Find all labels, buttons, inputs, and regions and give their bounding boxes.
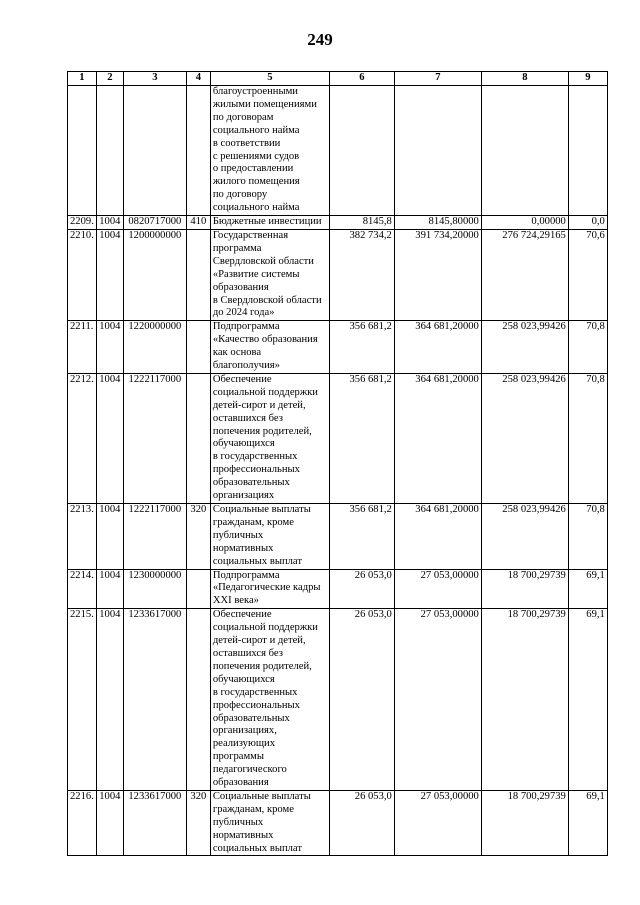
plan-amount-cell: 26 053,0 xyxy=(329,609,394,791)
name-cell xyxy=(210,569,329,609)
name-line: в государственных xyxy=(212,686,298,698)
plan-amount-cell: 356 681,2 xyxy=(329,373,394,503)
name-line: профессиональных xyxy=(212,464,300,476)
executed-amount-cell: 18 700,29739 xyxy=(481,569,568,609)
name-line: в государственных xyxy=(212,451,298,463)
section-code-cell: 1004 xyxy=(96,216,123,230)
percent-cell: 70,8 xyxy=(568,504,607,570)
header-cell: 2 xyxy=(96,72,123,86)
name-line: нормативных xyxy=(212,542,274,554)
plan-amount-cell: 356 681,2 xyxy=(329,504,394,570)
name-line: Подпрограмма xyxy=(212,321,280,333)
name-line: попечения родителей, xyxy=(212,425,312,437)
name-line: оставшихся без xyxy=(212,647,283,659)
name-cell xyxy=(210,373,329,503)
name-line: благоустроенными xyxy=(212,86,298,97)
table-row xyxy=(68,321,608,374)
percent-cell: 0,0 xyxy=(568,216,607,230)
table-row xyxy=(68,86,608,216)
name-line: образования xyxy=(212,281,269,293)
name-line: оставшихся без xyxy=(212,412,283,424)
table-row xyxy=(68,229,608,320)
executed-amount-cell: 258 023,99426 xyxy=(481,373,568,503)
header-cell: 5 xyxy=(210,72,329,86)
adjusted-amount-cell: 27 053,00000 xyxy=(394,609,481,791)
target-code-cell: 1222117000 xyxy=(123,373,186,503)
expense-type-cell: 320 xyxy=(186,504,210,570)
name-line: по договору xyxy=(212,189,268,201)
percent-cell xyxy=(568,86,607,216)
name-line: социальной поддержки xyxy=(212,622,318,634)
name-line: образовательных xyxy=(212,477,290,489)
target-code-cell: 1233617000 xyxy=(123,790,186,856)
name-line: как основа xyxy=(212,347,262,359)
name-line: по договорам xyxy=(212,111,274,123)
table-row xyxy=(68,373,608,503)
executed-amount-cell: 18 700,29739 xyxy=(481,790,568,856)
plan-amount-cell: 382 734,2 xyxy=(329,229,394,320)
target-code-cell: 1220000000 xyxy=(123,321,186,374)
name-line: обучающихся xyxy=(212,438,275,450)
name-line: Обеспечение xyxy=(212,609,272,621)
plan-amount-cell: 8145,8 xyxy=(329,216,394,230)
name-line: образовательных xyxy=(212,712,290,724)
name-line: социальных выплат xyxy=(212,555,302,567)
name-cell xyxy=(210,609,329,791)
executed-amount-cell xyxy=(481,86,568,216)
name-line: XXI века» xyxy=(212,595,259,607)
target-code-cell: 0820717000 xyxy=(123,216,186,230)
header-cell: 8 xyxy=(481,72,568,86)
name-line: Социальные выплаты xyxy=(212,504,311,515)
table-row xyxy=(68,216,608,230)
name-line: реализующих xyxy=(212,738,276,750)
name-line: о предоставлении xyxy=(212,163,294,175)
expense-type-cell xyxy=(186,609,210,791)
name-line: до 2024 года» xyxy=(212,307,275,319)
name-line: жилыми помещениями xyxy=(212,98,317,110)
name-line: попечения родителей, xyxy=(212,660,312,672)
percent-cell: 69,1 xyxy=(568,609,607,791)
adjusted-amount-cell: 364 681,20000 xyxy=(394,373,481,503)
name-line: программы xyxy=(212,751,264,763)
name-line: Государственная xyxy=(212,229,289,241)
section-code-cell: 1004 xyxy=(96,609,123,791)
name-line: «Педагогические кадры xyxy=(212,582,321,594)
name-cell xyxy=(210,504,329,570)
row-number-cell: 2212. xyxy=(68,373,97,503)
name-line: нормативных xyxy=(212,829,274,841)
name-line: в Свердловской области xyxy=(212,294,322,306)
expense-type-cell: 320 xyxy=(186,790,210,856)
target-code-cell: 1222117000 xyxy=(123,504,186,570)
header-cell: 6 xyxy=(329,72,394,86)
row-number-cell: 2213. xyxy=(68,504,97,570)
percent-cell: 70,8 xyxy=(568,321,607,374)
target-code-cell: 1200000000 xyxy=(123,229,186,320)
header-cell: 9 xyxy=(568,72,607,86)
name-line: обучающихся xyxy=(212,673,275,685)
name-line: в соответствии xyxy=(212,137,281,149)
name-line: Социальные выплаты xyxy=(212,790,311,802)
row-number-cell xyxy=(68,86,97,216)
row-number-cell: 2215. xyxy=(68,609,97,791)
percent-cell: 70,8 xyxy=(568,373,607,503)
name-line: с решениями судов xyxy=(212,150,300,162)
name-cell xyxy=(210,216,329,230)
executed-amount-cell: 258 023,99426 xyxy=(481,504,568,570)
percent-cell: 70,6 xyxy=(568,229,607,320)
name-cell xyxy=(210,229,329,320)
name-cell xyxy=(210,790,329,856)
section-code-cell: 1004 xyxy=(96,790,123,856)
target-code-cell: 1233617000 xyxy=(123,609,186,791)
adjusted-amount-cell xyxy=(394,86,481,216)
section-code-cell xyxy=(96,86,123,216)
name-line: программа xyxy=(212,242,262,254)
name-line: организациях, xyxy=(212,725,277,737)
name-line: организациях xyxy=(212,490,275,502)
name-line: Подпрограмма xyxy=(212,569,280,581)
executed-amount-cell: 0,00000 xyxy=(481,216,568,230)
executed-amount-cell: 258 023,99426 xyxy=(481,321,568,374)
header-cell: 1 xyxy=(68,72,97,86)
name-line: детей-сирот и детей, xyxy=(212,399,306,411)
name-line: детей-сирот и детей, xyxy=(212,635,306,647)
name-line: социальных выплат xyxy=(212,842,302,854)
table-row xyxy=(68,504,608,570)
section-code-cell: 1004 xyxy=(96,373,123,503)
executed-amount-cell: 18 700,29739 xyxy=(481,609,568,791)
section-code-cell: 1004 xyxy=(96,321,123,374)
expense-type-cell xyxy=(186,373,210,503)
table-row xyxy=(68,609,608,791)
name-line: Обеспечение xyxy=(212,373,272,385)
expense-type-cell xyxy=(186,321,210,374)
name-line: социальной поддержки xyxy=(212,386,318,398)
budget-table xyxy=(67,71,608,856)
adjusted-amount-cell: 27 053,00000 xyxy=(394,790,481,856)
name-line: профессиональных xyxy=(212,699,300,711)
executed-amount-cell: 276 724,29165 xyxy=(481,229,568,320)
plan-amount-cell: 26 053,0 xyxy=(329,569,394,609)
name-line: Бюджетные инвестиции xyxy=(212,216,322,228)
percent-cell: 69,1 xyxy=(568,790,607,856)
plan-amount-cell: 26 053,0 xyxy=(329,790,394,856)
table-row xyxy=(68,790,608,856)
name-line: «Развитие системы xyxy=(212,268,300,280)
adjusted-amount-cell: 364 681,20000 xyxy=(394,504,481,570)
plan-amount-cell: 356 681,2 xyxy=(329,321,394,374)
name-line: гражданам, кроме xyxy=(212,516,294,528)
table-row xyxy=(68,569,608,609)
name-line: педагогического xyxy=(212,764,287,776)
row-number-cell: 2216. xyxy=(68,790,97,856)
row-number-cell: 2214. xyxy=(68,569,97,609)
header-cell: 7 xyxy=(394,72,481,86)
section-code-cell: 1004 xyxy=(96,569,123,609)
name-line: публичных xyxy=(212,816,264,828)
name-line: жилого помещения xyxy=(212,176,300,188)
expense-type-cell xyxy=(186,86,210,216)
row-number-cell: 2209. xyxy=(68,216,97,230)
name-line: Свердловской области xyxy=(212,255,314,267)
expense-type-cell xyxy=(186,229,210,320)
adjusted-amount-cell: 364 681,20000 xyxy=(394,321,481,374)
header-cell: 3 xyxy=(123,72,186,86)
section-code-cell: 1004 xyxy=(96,504,123,570)
name-line: «Качество образования xyxy=(212,334,318,346)
row-number-cell: 2210. xyxy=(68,229,97,320)
adjusted-amount-cell: 27 053,00000 xyxy=(394,569,481,609)
name-cell xyxy=(210,86,329,216)
table-body xyxy=(68,86,608,856)
percent-cell: 69,1 xyxy=(568,569,607,609)
page-number: 249 xyxy=(307,30,333,49)
adjusted-amount-cell: 391 734,20000 xyxy=(394,229,481,320)
name-line: благополучия» xyxy=(212,360,280,372)
target-code-cell xyxy=(123,86,186,216)
name-line: публичных xyxy=(212,529,264,541)
expense-type-cell: 410 xyxy=(186,216,210,230)
name-line: гражданам, кроме xyxy=(212,803,294,815)
target-code-cell: 1230000000 xyxy=(123,569,186,609)
name-line: образования xyxy=(212,777,269,789)
name-line: социального найма xyxy=(212,124,300,136)
adjusted-amount-cell: 8145,80000 xyxy=(394,216,481,230)
name-line: социального найма xyxy=(212,202,300,214)
header-cell: 4 xyxy=(186,72,210,86)
section-code-cell: 1004 xyxy=(96,229,123,320)
header-row xyxy=(68,72,608,86)
expense-type-cell xyxy=(186,569,210,609)
row-number-cell: 2211. xyxy=(68,321,97,374)
name-cell xyxy=(210,321,329,374)
plan-amount-cell xyxy=(329,86,394,216)
